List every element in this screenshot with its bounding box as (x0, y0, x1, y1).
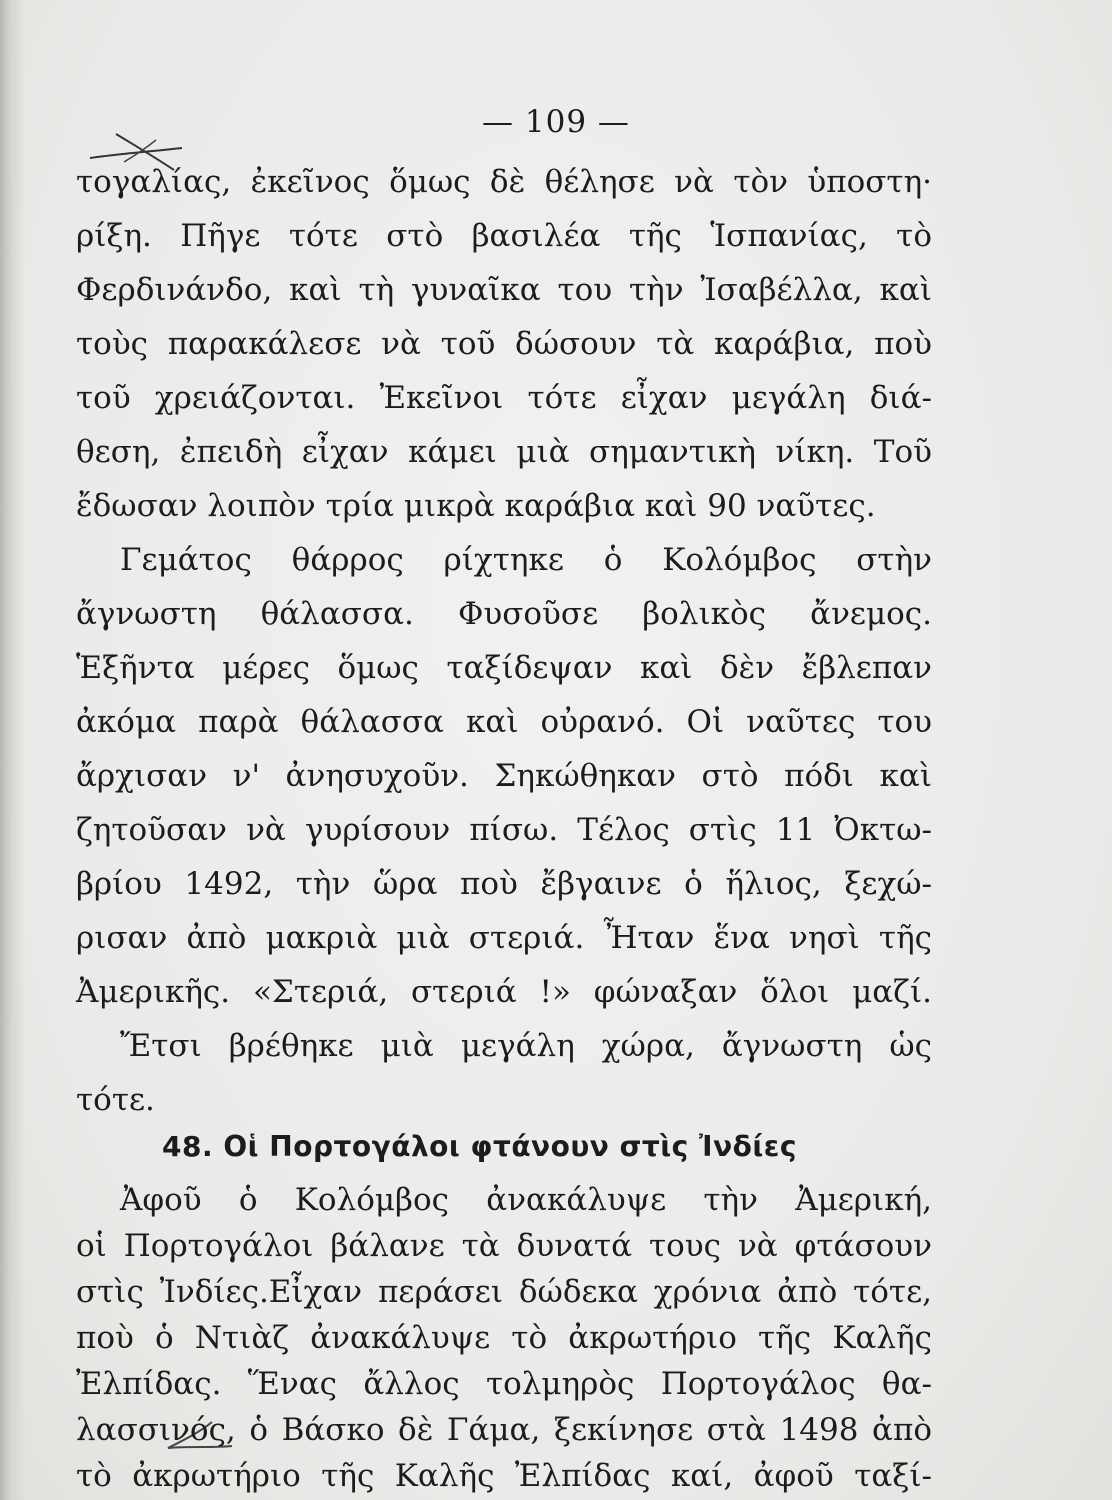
page-number: — 109 — (482, 104, 630, 140)
text-line: Γεμάτος θάρρος ρίχτηκε ὁ Κολόμβος στὴν (120, 542, 932, 578)
binding-shadow (0, 0, 26, 1500)
text-line: ρισαν ἀπὸ μακριὰ μιὰ στεριά. Ἦταν ἕνα νησὶ τῆς (76, 920, 932, 956)
text-line: Ἀφοῦ ὁ Κολόμβος ἀνακάλυψε τὴν Ἀμερική, (120, 1182, 932, 1218)
text-line: τοῦ χρειάζονται. Ἐκεῖνοι τότε εἶχαν μεγάλη διά- (76, 380, 932, 416)
text-line: ζητοῦσαν νὰ γυρίσουν πίσω. Τέλος στὶς 11 Ὀκτω- (76, 812, 932, 848)
text-line: τογαλίας, ἐκεῖνος ὅμως δὲ θέλησε νὰ τὸν ὑποστη· (76, 164, 932, 200)
text-line: οἱ Πορτογάλοι βάλανε τὰ δυνατά τους νὰ φτάσουν (76, 1228, 932, 1264)
text-line: τὸ ἀκρωτήριο τῆς Καλῆς Ἐλπίδας καί, ἀφοῦ ταξί- (76, 1458, 932, 1494)
text-line: ἄγνωστη θάλασσα. Φυσοῦσε βολικὸς ἄνεμος. (76, 596, 932, 632)
section-heading: 48. Οἱ Πορτογάλοι φτάνουν στὶς Ἰνδίες (162, 1130, 797, 1163)
text-line: τότε. (76, 1082, 155, 1118)
text-line: Φερδινάνδο, καὶ τὴ γυναῖκα του τὴν Ἰσαβέλλα, καὶ (76, 272, 932, 308)
text-line: Ἀμερικῆς. «Στεριά, στεριά !» φώναξαν ὅλοι μαζί. (76, 974, 932, 1010)
text-line: λασσινός, ὁ Βάσκο δὲ Γάμα, ξεκίνησε στὰ 1498 ἀπὸ (76, 1412, 932, 1448)
text-line: τοὺς παρακάλεσε νὰ τοῦ δώσουν τὰ καράβια, ποὺ (76, 326, 932, 362)
text-line: Ἐλπίδας. Ἕνας ἄλλος τολμηρὸς Πορτογάλος θα- (76, 1366, 932, 1402)
text-line: Ἑξῆντα μέρες ὅμως ταξίδεψαν καὶ δὲν ἔβλεπαν (76, 650, 932, 686)
text-line: ἔδωσαν λοιπὸν τρία μικρὰ καράβια καὶ 90 ναῦτες. (76, 488, 876, 524)
text-line: ἀκόμα παρὰ θάλασσα καὶ οὐρανό. Οἱ ναῦτες του (76, 704, 932, 740)
text-line: ἄρχισαν ν' ἀνησυχοῦν. Σηκώθηκαν στὸ πόδι καὶ (76, 758, 932, 794)
text-line: θεση, ἐπειδὴ εἶχαν κάμει μιὰ σημαντικὴ νίκη. Τοῦ (76, 434, 932, 470)
text-line: Ἔτσι βρέθηκε μιὰ μεγάλη χώρα, ἄγνωστη ὡς (120, 1028, 932, 1064)
text-line: ρίξη. Πῆγε τότε στὸ βασιλέα τῆς Ἱσπανίας, τὸ (76, 218, 932, 254)
text-line: ποὺ ὁ Ντιὰζ ἀνακάλυψε τὸ ἀκρωτήριο τῆς Καλῆς (76, 1320, 932, 1356)
text-line: στὶς Ἰνδίες.Εἶχαν περάσει δώδεκα χρόνια ἀπὸ τότε, (76, 1274, 932, 1310)
text-line: βρίου 1492, τὴν ὥρα ποὺ ἔβγαινε ὁ ἥλιος, ξεχώ- (76, 866, 932, 902)
